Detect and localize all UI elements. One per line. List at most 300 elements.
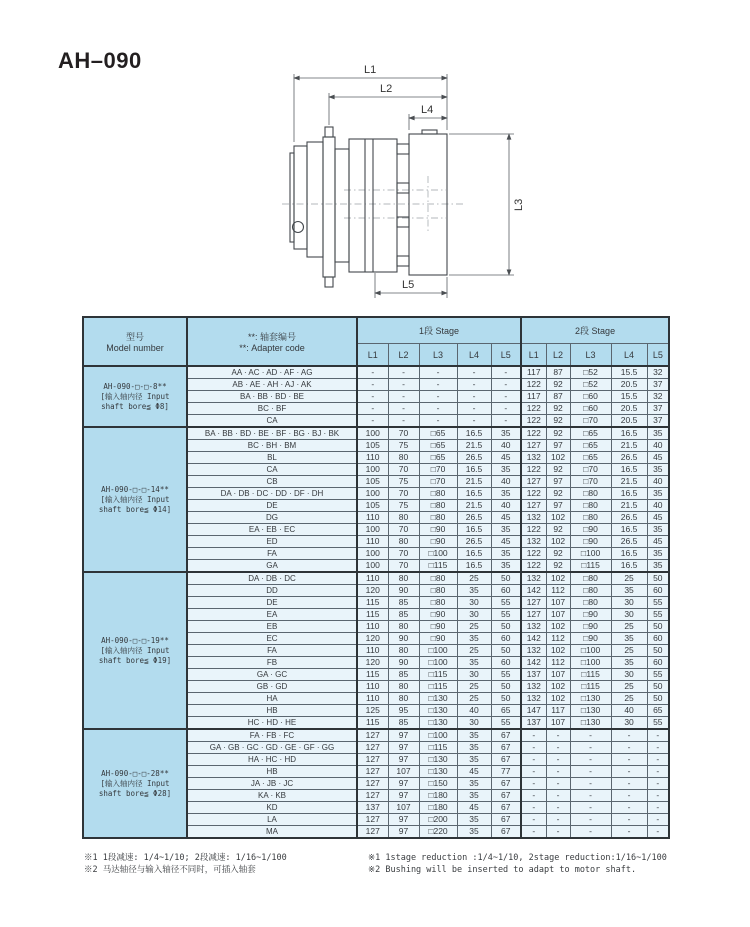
footnote-en-1: ※1 1stage reduction :1/4~1/10, 2stage reduction:1/16~1/100 [368,853,667,863]
stage1-value-cell: □200 [419,814,457,826]
stage2-value-cell: 40 [647,440,669,452]
stage2-value-cell: - [647,802,669,814]
adapter-code-cell: DA · DB · DC · DD · DF · DH [187,488,357,500]
model-number-cell: AH-090-□-□-14** [输入轴内径 Input shaft bore≦ Φ14] [83,427,187,572]
stage2-value-cell: 35 [647,524,669,536]
stage1-value-cell: 80 [388,621,419,633]
stage2-value-cell: - [546,826,570,839]
dimension-l4 [409,104,447,130]
stage1-value-cell: 80 [388,512,419,524]
header-adapter-code: **: 轴套编号 **: Adapter code [187,317,357,366]
stage2-value-cell: 35 [647,464,669,476]
stage2-value-cell: - [570,814,611,826]
stage1-value-cell: 97 [388,742,419,754]
stage1-value-cell: 97 [388,778,419,790]
stage2-value-cell: □60 [570,403,611,415]
stage1-value-cell: 97 [388,754,419,766]
stage1-value-cell: □80 [419,572,457,585]
stage2-value-cell: 60 [647,657,669,669]
adapter-code-cell: EA [187,609,357,621]
dimension-l5 [375,273,447,298]
stage1-value-cell: 35 [457,814,491,826]
header-s2-l3: L3 [570,344,611,367]
stage2-value-cell: □52 [570,379,611,391]
stage1-value-cell: 85 [388,669,419,681]
stage2-value-cell: 45 [647,512,669,524]
stage2-value-cell: - [611,754,647,766]
stage2-value-cell: 92 [546,427,570,440]
stage2-value-cell: 35 [647,427,669,440]
stage1-value-cell: 100 [357,488,388,500]
stage1-value-cell: 35 [457,754,491,766]
stage1-value-cell: 80 [388,572,419,585]
stage1-value-cell: - [491,415,521,428]
stage2-value-cell: 16.5 [611,427,647,440]
stage2-value-cell: □60 [570,391,611,403]
stage1-value-cell: 26.5 [457,452,491,464]
stage1-value-cell: 107 [388,766,419,778]
model-number-cell: AH-090-□-□-19** [输入轴内径 Input shaft bore≦ Φ19] [83,572,187,729]
stage1-value-cell: - [457,415,491,428]
stage2-value-cell: - [521,742,546,754]
adapter-code-cell: AA · AC · AD · AF · AG [187,366,357,379]
adapter-code-cell: DG [187,512,357,524]
table-row [83,729,669,742]
stage1-value-cell: 90 [388,657,419,669]
stage1-value-cell: 85 [388,717,419,730]
stage1-value-cell: 77 [491,766,521,778]
stage1-value-cell: □115 [419,560,457,573]
stage2-value-cell: 92 [546,548,570,560]
stage2-value-cell: 122 [521,427,546,440]
stage2-value-cell: - [611,790,647,802]
stage2-value-cell: 25 [611,693,647,705]
model-number-cell: AH-090-□-□-8** [输入轴内径 Input shaft bore≦ Φ8] [83,366,187,427]
footnote-zh-1: ※1 1段减速: 1/4~1/10; 2段减速: 1/16~1/100 [84,853,287,863]
stage2-value-cell: 26.5 [611,536,647,548]
stage1-value-cell: 40 [491,440,521,452]
table-row [83,366,669,379]
stage2-value-cell: 132 [521,681,546,693]
stage1-value-cell: 25 [457,681,491,693]
stage2-value-cell: - [521,790,546,802]
stage1-value-cell: □100 [419,657,457,669]
stage2-value-cell: 102 [546,452,570,464]
stage1-value-cell: 127 [357,754,388,766]
stage2-value-cell: 102 [546,512,570,524]
stage1-value-cell: 30 [457,669,491,681]
stage2-value-cell: 137 [521,669,546,681]
stage2-value-cell: □80 [570,572,611,585]
stage1-value-cell: 110 [357,645,388,657]
stage2-value-cell: 15.5 [611,366,647,379]
stage2-value-cell: 142 [521,657,546,669]
stage2-value-cell: 16.5 [611,548,647,560]
model-number-cell: AH-090-□-□-28** [输入轴内径 Input shaft bore≦ Φ28] [83,729,187,838]
adapter-code-cell: BC · BF [187,403,357,415]
adapter-code-cell: JA · JB · JC [187,778,357,790]
stage2-value-cell: 102 [546,536,570,548]
stage1-value-cell: □100 [419,729,457,742]
stage1-value-cell: 95 [388,705,419,717]
dimension-table [82,316,670,839]
stage2-value-cell: 25 [611,645,647,657]
header-stage1: 1段 Stage [357,317,521,344]
header-s2-l5: L5 [647,344,669,367]
stage1-value-cell: - [419,379,457,391]
stage1-value-cell: □65 [419,440,457,452]
adapter-code-cell: CA [187,415,357,428]
stage1-value-cell: 25 [457,572,491,585]
stage1-value-cell: 120 [357,657,388,669]
stage1-value-cell: 40 [491,476,521,488]
stage1-value-cell: - [388,391,419,403]
stage2-value-cell: - [611,742,647,754]
stage1-value-cell: 120 [357,585,388,597]
adapter-code-cell: HA [187,693,357,705]
stage2-value-cell: - [546,778,570,790]
header-s2-l1: L1 [521,344,546,367]
adapter-code-cell: HC · HD · HE [187,717,357,730]
stage1-value-cell: 85 [388,597,419,609]
stage1-value-cell: 110 [357,452,388,464]
stage2-value-cell: - [521,826,546,839]
header-stage2: 2段 Stage [521,317,669,344]
dimension-l3 [449,134,525,275]
stage1-value-cell: 100 [357,464,388,476]
stage1-value-cell: - [388,366,419,379]
stage2-value-cell: 112 [546,585,570,597]
stage2-value-cell: 35 [611,633,647,645]
stage1-value-cell: □90 [419,524,457,536]
stage1-value-cell: 45 [457,802,491,814]
stage1-value-cell: 100 [357,560,388,573]
footnotes-zh [84,852,364,876]
stage2-value-cell: - [521,754,546,766]
stage1-value-cell: 70 [388,524,419,536]
stage1-value-cell: 30 [457,609,491,621]
stage2-value-cell: 122 [521,464,546,476]
stage1-value-cell: - [491,403,521,415]
footnotes-en [368,852,688,876]
stage2-value-cell: - [611,778,647,790]
stage2-value-cell: □115 [570,681,611,693]
gearhead-body [290,127,409,287]
adapter-code-cell: BC · BH · BM [187,440,357,452]
stage2-value-cell: 127 [521,597,546,609]
stage1-value-cell: 67 [491,790,521,802]
stage2-value-cell: □130 [570,717,611,730]
stage2-value-cell: 132 [521,452,546,464]
stage1-value-cell: 110 [357,681,388,693]
stage1-value-cell: 85 [388,609,419,621]
stage1-value-cell: □80 [419,597,457,609]
stage1-value-cell: 70 [388,560,419,573]
page-title: AH–090 [58,48,142,73]
stage2-value-cell: 25 [611,621,647,633]
stage1-value-cell: 55 [491,609,521,621]
stage1-value-cell: 26.5 [457,512,491,524]
stage1-value-cell: 127 [357,766,388,778]
stage2-value-cell: 112 [546,633,570,645]
stage1-value-cell: □80 [419,488,457,500]
stage2-value-cell: 32 [647,366,669,379]
stage1-value-cell: 35 [457,729,491,742]
stage2-value-cell: - [570,729,611,742]
stage2-value-cell: - [521,814,546,826]
stage1-value-cell: - [388,403,419,415]
stage2-value-cell: 50 [647,572,669,585]
adapter-code-cell: BA · BB · BD · BE [187,391,357,403]
stage2-value-cell: 26.5 [611,452,647,464]
stage1-value-cell: 115 [357,669,388,681]
stage2-value-cell: - [546,802,570,814]
stage1-value-cell: 67 [491,802,521,814]
stage2-value-cell: 50 [647,681,669,693]
stage2-value-cell: 40 [647,476,669,488]
adapter-code-cell: KD [187,802,357,814]
stage2-value-cell: 35 [647,560,669,573]
stage2-value-cell: 37 [647,379,669,391]
stage1-value-cell: - [457,403,491,415]
stage1-value-cell: 75 [388,476,419,488]
stage2-value-cell: 127 [521,476,546,488]
stage2-value-cell: 37 [647,403,669,415]
stage1-value-cell: 35 [491,548,521,560]
adapter-code-cell: DA · DB · DC [187,572,357,585]
stage1-value-cell: 100 [357,524,388,536]
stage1-value-cell: 110 [357,621,388,633]
stage2-value-cell: - [521,766,546,778]
stage1-value-cell: - [357,391,388,403]
stage1-value-cell: 100 [357,548,388,560]
stage1-value-cell: 65 [491,705,521,717]
stage1-value-cell: 35 [491,427,521,440]
stage1-value-cell: 80 [388,536,419,548]
stage2-value-cell: 60 [647,585,669,597]
stage1-value-cell: □100 [419,645,457,657]
stage1-value-cell: 105 [357,440,388,452]
stage2-value-cell: - [521,802,546,814]
stage1-value-cell: 45 [491,512,521,524]
stage2-value-cell: 16.5 [611,560,647,573]
stage1-value-cell: 97 [388,814,419,826]
stage1-value-cell: 80 [388,693,419,705]
stage1-value-cell: 45 [491,452,521,464]
stage1-value-cell: 21.5 [457,476,491,488]
stage2-value-cell: 21.5 [611,440,647,452]
stage1-value-cell: 97 [388,729,419,742]
stage1-value-cell: 70 [388,488,419,500]
stage1-value-cell: □70 [419,464,457,476]
stage2-value-cell: 55 [647,717,669,730]
stage2-value-cell: □100 [570,645,611,657]
stage2-value-cell: □90 [570,536,611,548]
stage1-value-cell: □130 [419,705,457,717]
stage2-value-cell: 92 [546,560,570,573]
stage1-value-cell: 55 [491,717,521,730]
stage1-value-cell: 127 [357,826,388,839]
stage1-value-cell: 127 [357,729,388,742]
stage1-value-cell: 45 [491,536,521,548]
stage1-value-cell: 50 [491,621,521,633]
stage1-value-cell: □130 [419,766,457,778]
stage2-value-cell: - [647,778,669,790]
stage2-value-cell: 97 [546,500,570,512]
stage1-value-cell: 125 [357,705,388,717]
stage1-value-cell: - [388,379,419,391]
stage2-value-cell: - [647,729,669,742]
stage2-value-cell: - [546,742,570,754]
stage2-value-cell: □70 [570,415,611,428]
stage1-value-cell: □100 [419,548,457,560]
adapter-code-cell: GA · GB · GC · GD · GE · GF · GG [187,742,357,754]
stage2-value-cell: 97 [546,440,570,452]
adapter-code-cell: BA · BB · BD · BE · BF · BG · BJ · BK [187,427,357,440]
stage2-value-cell: □100 [570,548,611,560]
stage2-value-cell: 132 [521,693,546,705]
stage2-value-cell: 16.5 [611,488,647,500]
stage2-value-cell: 20.5 [611,403,647,415]
stage1-value-cell: 35 [491,488,521,500]
stage1-value-cell: □150 [419,778,457,790]
stage2-value-cell: - [647,754,669,766]
header-s1-l5: L5 [491,344,521,367]
stage1-value-cell: □70 [419,476,457,488]
adapter-code-cell: FA [187,645,357,657]
stage2-value-cell: 132 [521,536,546,548]
stage1-value-cell: - [357,415,388,428]
adapter-code-cell: FB [187,657,357,669]
stage2-value-cell: 142 [521,585,546,597]
stage1-value-cell: 115 [357,609,388,621]
stage1-value-cell: 25 [457,693,491,705]
stage2-value-cell: □90 [570,621,611,633]
stage2-value-cell: □130 [570,693,611,705]
stage1-value-cell: 60 [491,633,521,645]
stage2-value-cell: □65 [570,440,611,452]
stage1-value-cell: 45 [457,766,491,778]
adapter-code-cell: DD [187,585,357,597]
stage2-value-cell: 55 [647,669,669,681]
stage2-value-cell: - [611,729,647,742]
stage1-value-cell: - [357,403,388,415]
stage1-value-cell: 21.5 [457,440,491,452]
stage2-value-cell: □80 [570,488,611,500]
stage2-value-cell: - [647,814,669,826]
stage2-value-cell: - [570,754,611,766]
adapter-code-cell: DE [187,500,357,512]
stage2-value-cell: 35 [647,488,669,500]
header-s2-l2: L2 [546,344,570,367]
stage1-value-cell: □80 [419,585,457,597]
stage2-value-cell: 132 [521,621,546,633]
header-model-number: 型号 Model number [83,317,187,366]
stage2-value-cell: 37 [647,415,669,428]
adapter-code-cell: MA [187,826,357,839]
stage1-value-cell: □115 [419,681,457,693]
table-row [83,427,669,440]
stage2-value-cell: 132 [521,572,546,585]
stage2-value-cell: 21.5 [611,500,647,512]
stage2-value-cell: □115 [570,669,611,681]
stage1-value-cell: □130 [419,693,457,705]
header-s1-l2: L2 [388,344,419,367]
stage2-value-cell: 92 [546,379,570,391]
stage1-value-cell: 30 [457,597,491,609]
stage1-value-cell: 35 [457,742,491,754]
stage1-value-cell: - [419,366,457,379]
stage1-value-cell: 16.5 [457,524,491,536]
stage2-value-cell: 65 [647,705,669,717]
stage2-value-cell: - [611,766,647,778]
stage1-value-cell: 67 [491,778,521,790]
stage2-value-cell: 127 [521,609,546,621]
stage2-value-cell: 142 [521,633,546,645]
stage2-value-cell: 102 [546,681,570,693]
stage1-value-cell: - [357,366,388,379]
footnote-zh-2: ※2 马达轴径与输入轴径不同时，可插入轴套 [84,865,256,875]
stage2-value-cell: 122 [521,379,546,391]
adapter-code-cell: AB · AE · AH · AJ · AK [187,379,357,391]
footnote-en-2: ※2 Bushing will be inserted to adapt to motor shaft. [368,865,637,875]
stage1-value-cell: - [419,403,457,415]
stage1-value-cell: 40 [491,500,521,512]
stage1-value-cell: - [491,379,521,391]
stage2-value-cell: - [570,802,611,814]
stage2-value-cell: - [570,790,611,802]
stage1-value-cell: 35 [491,464,521,476]
stage1-value-cell: 80 [388,452,419,464]
stage1-value-cell: 35 [457,778,491,790]
stage1-value-cell: 35 [491,560,521,573]
stage2-value-cell: 107 [546,717,570,730]
stage1-value-cell: 55 [491,597,521,609]
stage1-value-cell: 67 [491,742,521,754]
stage1-value-cell: 55 [491,669,521,681]
stage1-value-cell: 16.5 [457,560,491,573]
stage1-value-cell: 40 [457,705,491,717]
stage1-value-cell: 127 [357,742,388,754]
stage2-value-cell: 55 [647,609,669,621]
table-row [83,572,669,585]
stage2-value-cell: - [546,814,570,826]
stage2-value-cell: 122 [521,403,546,415]
adapter-code-cell: HB [187,766,357,778]
stage2-value-cell: 102 [546,572,570,585]
stage1-value-cell: 60 [491,585,521,597]
stage1-value-cell: 127 [357,790,388,802]
stage2-value-cell: - [570,778,611,790]
stage2-value-cell: 26.5 [611,512,647,524]
stage1-value-cell: 127 [357,778,388,790]
stage1-value-cell: 35 [457,633,491,645]
adapter-code-cell: CB [187,476,357,488]
stage1-value-cell: 90 [388,585,419,597]
stage2-value-cell: 45 [647,452,669,464]
stage2-value-cell: □70 [570,464,611,476]
stage1-value-cell: 115 [357,717,388,730]
stage2-value-cell: 92 [546,415,570,428]
stage2-value-cell: 122 [521,548,546,560]
adapter-code-cell: EA · EB · EC [187,524,357,536]
stage1-value-cell: 26.5 [457,536,491,548]
stage2-value-cell: 30 [611,597,647,609]
stage2-value-cell: 107 [546,669,570,681]
stage2-value-cell: - [647,766,669,778]
adapter-code-cell: HB [187,705,357,717]
stage2-value-cell: 127 [521,500,546,512]
